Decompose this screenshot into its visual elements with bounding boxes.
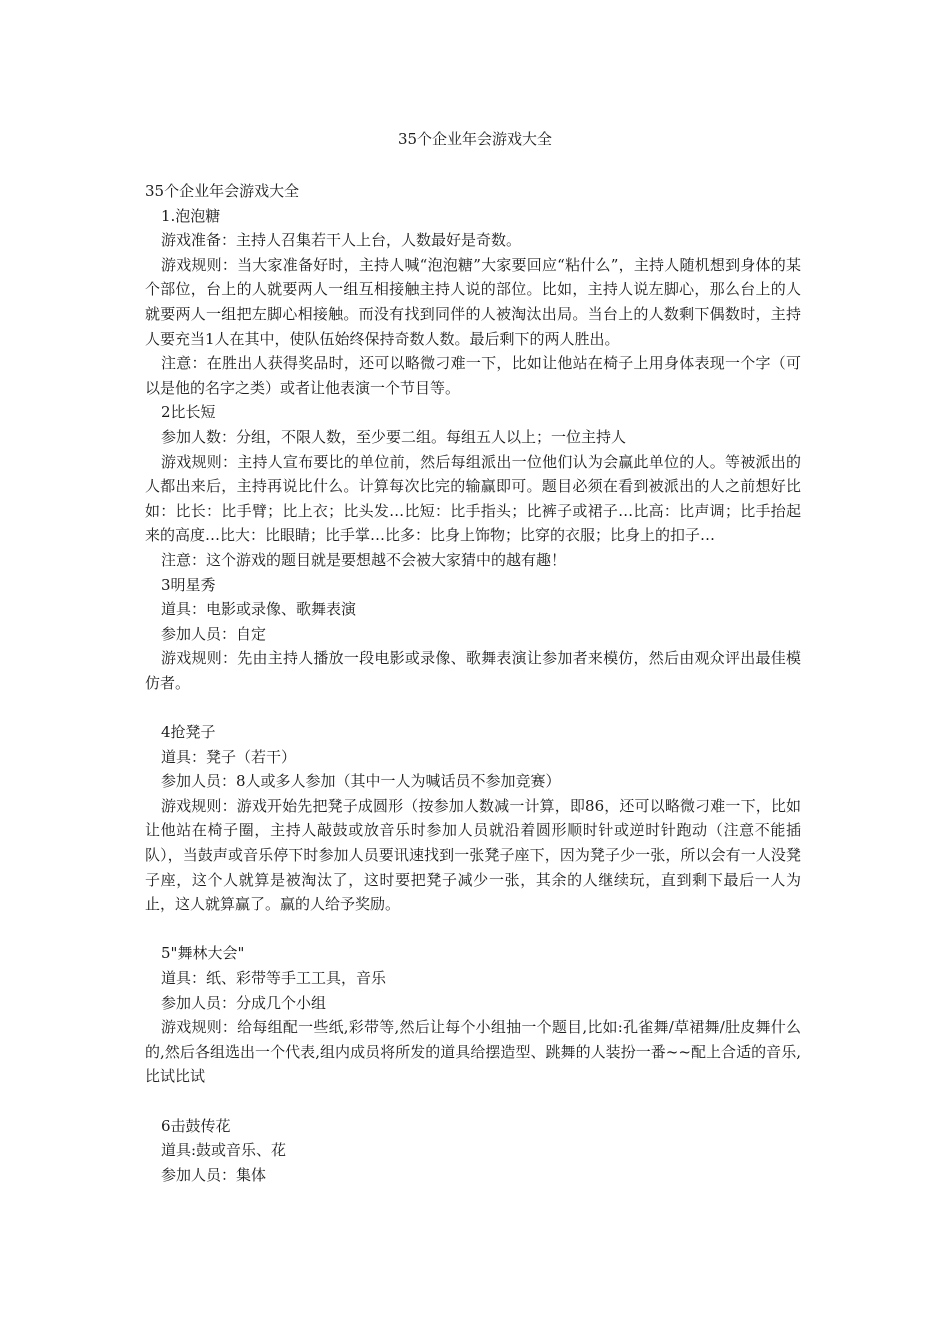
paragraph: 注意：这个游戏的题目就是要想越不会被大家猜中的越有趣！ xyxy=(161,550,567,569)
paragraph: 游戏准备：主持人召集若干人上台，人数最好是奇数。 xyxy=(161,231,522,250)
paragraph: 参加人员：集体 xyxy=(161,1165,267,1184)
paragraph: 4抢凳子 xyxy=(161,723,216,742)
paragraph: 道具：电影或录像、歌舞表演 xyxy=(161,600,357,619)
paragraph: 1.泡泡糖 xyxy=(161,206,221,225)
paragraph: 5"舞林大会" xyxy=(161,944,245,963)
paragraph: 游戏规则：给每组配一些纸,彩带等,然后让每个小组抽一个题目,比如:孔雀舞/草裙舞/肚皮舞什么的,然后各组选出一个代表,组内成员将所发的道具给摆造型、跳舞的人装扮一番~~配上合适的音乐,比试比试 xyxy=(145,1018,801,1086)
paragraph: 参加人员：自定 xyxy=(161,624,267,643)
paragraph: 注意：在胜出人获得奖品时，还可以略微刁难一下，比如让他站在椅子上用身体表现一个字（可以是他的名字之类）或者让他表演一个节目等。 xyxy=(145,354,801,397)
paragraph: 参加人员：分成几个小组 xyxy=(161,993,327,1012)
blank-line xyxy=(145,1089,801,1114)
paragraph: 2比长短 xyxy=(161,403,216,422)
paragraph: 道具：纸、彩带等手工工具，音乐 xyxy=(161,969,387,987)
blank-line xyxy=(145,695,801,720)
paragraph: 游戏规则：游戏开始先把凳子成圆形（按参加人数减一计算，即86，还可以略微刁难一下，比如让他站在椅子圈，主持人敲鼓或放音乐时参加人员就沿着圆形顺时针或逆时针跑动（注意不能插队），当鼓声或音乐停下时参加人员要讯速找到一张凳子座下，因为凳子少一张，所以会有一人没凳子座，这个人就算是被淘汰了，这时要把凳子减少一张，其余的人继续玩，直到剩下最后一人为止，这人就算赢了。赢的人给予奖励。 xyxy=(145,796,801,914)
paragraph: 参加人员：8人或多人参加（其中一人为喊话员不参加竞赛） xyxy=(161,772,561,791)
document-title: 35个企业年会游戏大全 xyxy=(397,130,553,148)
blank-line xyxy=(145,917,801,942)
document-body xyxy=(145,179,801,1187)
paragraph: 道具：凳子（若干） xyxy=(161,747,297,766)
paragraph: 道具:鼓或音乐、花 xyxy=(161,1141,287,1160)
paragraph: 游戏规则：当大家准备好时，主持人喊“泡泡糖”大家要回应“粘什么”，主持人随机想到身体的某个部位，台上的人就要两人一组互相接触主持人说的部位。比如，主持人说左脚心，那么台上的人就要两人一组把左脚心相接触。而没有找到同伴的人被淘汰出局。当台上的人数剩下偶数时，主持人要充当1人在其中，使队伍始终保持奇数人数。最后剩下的两人胜出。 xyxy=(145,255,801,348)
paragraph: 游戏规则：先由主持人播放一段电影或录像、歌舞表演让参加者来模仿，然后由观众评出最佳模仿者。 xyxy=(145,649,801,692)
paragraph: 35个企业年会游戏大全 xyxy=(145,182,300,200)
paragraph: 参加人数：分组，不限人数，至少要二组。每组五人以上；一位主持人 xyxy=(161,427,627,446)
paragraph: 游戏规则：主持人宣布要比的单位前，然后每组派出一位他们认为会赢此单位的人。等被派出的人都出来后，主持再说比什么。计算每次比完的输赢即可。题目必须在看到被派出的人之前想好比如：比长：比手臂；比上衣；比头发…比短：比手指头；比裤子或裙子…比高：比声调；比手抬起来的高度…比大：比眼睛；比手掌…比多：比身上饰物；比穿的衣服；比身上的扣子… xyxy=(145,452,801,545)
paragraph: 6击鼓传花 xyxy=(161,1116,231,1135)
paragraph: 3明星秀 xyxy=(161,575,216,594)
